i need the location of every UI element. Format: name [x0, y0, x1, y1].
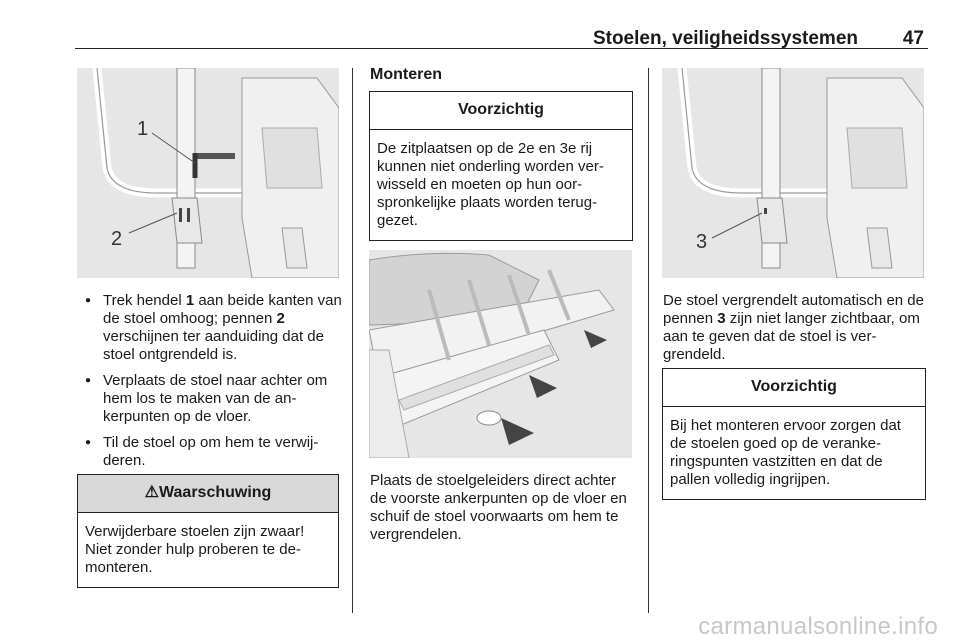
figure-seat-locked: [662, 68, 924, 278]
callout-2: 2: [111, 228, 123, 250]
mounting-instructions: Plaats de stoelgeleiders direct achter de voorste ankerpunten op de vloer en schuif de stoel voorwaarts om hem te vergrendelen.: [370, 472, 627, 543]
section-title: Stoelen, veiligheidssystemen: [592, 28, 858, 49]
list-item: ● Til de stoel op om hem te verwijderen.: [75, 434, 343, 470]
warning-text: Verwijderbare stoelen zijn zwaar! Niet zonder hulp proberen te demonteren.: [85, 523, 305, 576]
warning-box: [77, 474, 339, 588]
caution-title: Voorzichtig: [663, 369, 925, 407]
removal-steps: [75, 292, 343, 478]
list-item: ● Verplaats de stoel naar achter om hem los te maken van de ankerpunten op de vloer.: [75, 372, 343, 426]
locked-description: De stoel vergrendelt automatisch en de pennen 3 zijn niet langer zichtbaar, om aan te geven dat de stoel is vergrendeld.: [663, 292, 924, 363]
column-divider-2: [648, 68, 649, 613]
warning-title: ⚠Waarschuwing: [78, 475, 338, 513]
column-divider-1: [352, 68, 353, 613]
page-number: 47: [902, 28, 924, 49]
caution-text: Bij het monteren ervoor zorgen dat de stoelen goed op de verankeringspunten vastzitten en dat de pallen volledig ingrijpen.: [670, 417, 901, 488]
figure-seat-guides: [369, 250, 632, 458]
caution-text: De zitplaatsen op de 2e en 3e rij kunnen niet onderling worden verwisseld en moeten op hun oorspronkelijke plaats worden teruggezet.: [377, 140, 604, 229]
caution-box-2: [662, 368, 926, 500]
callout-3: 3: [696, 231, 708, 253]
list-item: ● Trek hendel 1 aan beide kanten van de stoel omhoog; pennen 2 verschijnen ter aanduiding dat de stoel ontgrendeld is.: [75, 292, 343, 364]
figure-seat-release: [77, 68, 339, 278]
callout-1: 1: [137, 118, 149, 140]
watermark: carmanualsonline.info: [698, 613, 938, 640]
page-header: [75, 22, 928, 49]
warning-triangle-icon: ⚠: [144, 484, 160, 501]
caution-title: Voorzichtig: [370, 92, 632, 130]
caution-box-1: [369, 91, 633, 241]
mounting-heading: Monteren: [370, 66, 442, 83]
